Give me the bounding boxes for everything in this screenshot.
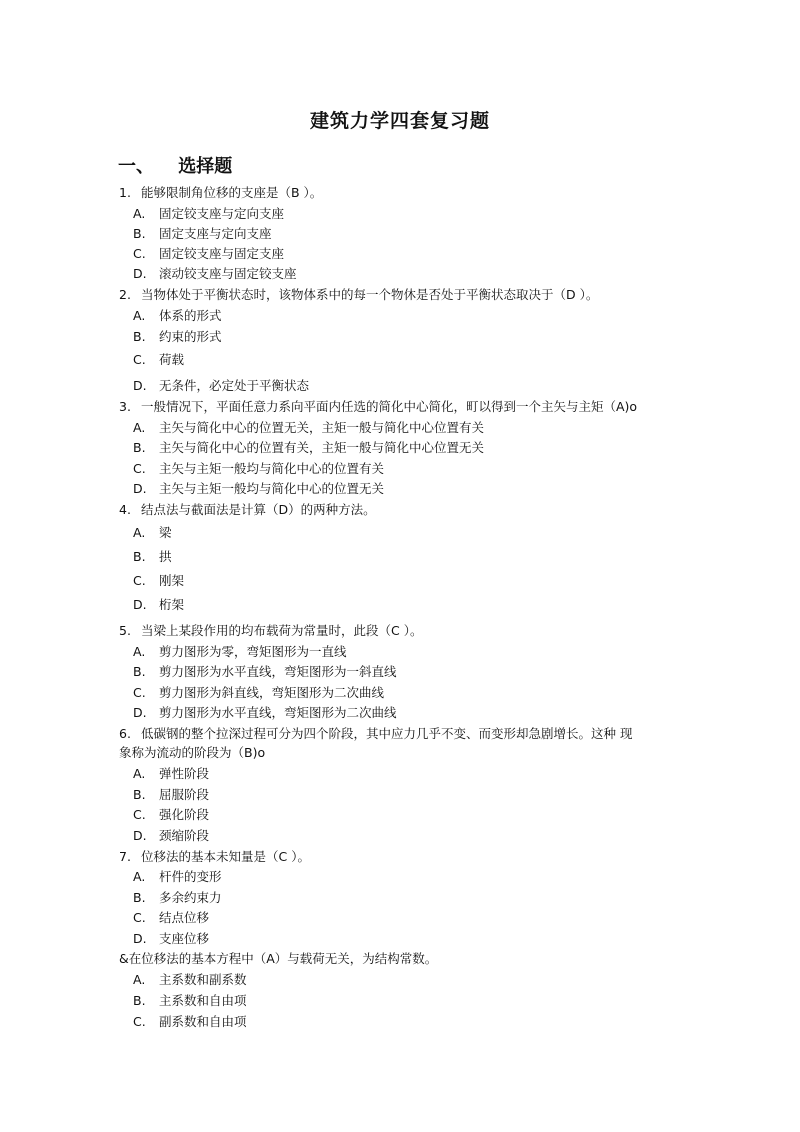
option: D. 滚动铰支座与固定铰支座 [133, 266, 297, 281]
question-text: 位移法的基本未知量是（C ）。 [141, 849, 310, 864]
section-label: 选择题 [178, 156, 233, 177]
section-number: 一、 [118, 156, 154, 177]
option: B. 约束的形式 [133, 329, 222, 344]
question-number: 7. [119, 849, 131, 864]
question-text: 当物体处于平衡状态时，该物体系中的每一个物休是否处于平衡状态取决于（D ）。 [141, 287, 599, 302]
option: C. 固定铰支座与固定支座 [133, 246, 285, 261]
option: A. 弹性阶段 [133, 766, 210, 781]
option: A. 杆件的变形 [133, 869, 222, 884]
option: A. 体系的形式 [133, 308, 222, 323]
option: D. 无条件，必定处于平衡状态 [133, 378, 310, 393]
option: B. 固定支座与定向支座 [133, 226, 272, 241]
option: B. 主矢与简化中心的位置有关，主矩一般与简化中心位置无关 [133, 440, 485, 455]
question-5 [119, 623, 422, 639]
question-7 [119, 849, 310, 865]
option: B. 多余约束力 [133, 890, 222, 905]
question-number: 2. [119, 287, 131, 302]
question-3 [119, 399, 637, 415]
question-number: 5. [119, 623, 131, 638]
option: C. 副系数和自由项 [133, 1014, 247, 1029]
question-text-continued: 象称为流动的阶段为（B)o [119, 745, 266, 760]
question-2 [119, 287, 598, 303]
question-4 [119, 502, 376, 518]
question-number: 6. [119, 726, 131, 741]
option: A. 主矢与简化中心的位置无关，主矩一般与简化中心位置有关 [133, 420, 485, 435]
option: C. 刚架 [133, 573, 185, 588]
page-title: 建筑力学四套复习题 [309, 110, 490, 132]
question-text: 当梁上某段作用的均布载荷为常量时，此段（C ）。 [141, 623, 423, 638]
option: C. 主矢与主矩一般均与简化中心的位置有关 [133, 461, 385, 476]
option: C. 荷载 [133, 352, 185, 367]
option: A. 剪力图形为零，弯矩图形为一直线 [133, 644, 347, 659]
option: D. 桁架 [133, 597, 185, 612]
question-number: 4. [119, 502, 131, 517]
question-1 [119, 185, 322, 201]
question-6 [119, 726, 632, 742]
question-8: &在位移法的基本方程中（A）与载荷无关，为结构常数。 [119, 951, 438, 966]
question-text: 结点法与截面法是计算（D）的两种方法。 [141, 502, 376, 517]
question-text: 一般情况下，平面任意力系向平面内任选的简化中心简化，町以得到一个主矢与主矩（A)o [141, 399, 638, 414]
option: D. 支座位移 [133, 931, 210, 946]
question-number: 3. [119, 399, 131, 414]
option: D. 剪力图形为水平直线，弯矩图形为二次曲线 [133, 705, 397, 720]
option: B. 剪力图形为水平直线，弯矩图形为一斜直线 [133, 664, 397, 679]
option: C. 强化阶段 [133, 807, 210, 822]
option: B. 主系数和自由项 [133, 993, 247, 1008]
section-heading [118, 152, 232, 178]
option: D. 颈缩阶段 [133, 828, 210, 843]
question-number: 1. [119, 185, 131, 200]
question-text: 能够限制角位移的支座是（B ）。 [141, 185, 323, 200]
option: D. 主矢与主矩一般均与简化中心的位置无关 [133, 481, 385, 496]
option: B. 拱 [133, 549, 172, 564]
option: C. 剪力图形为斜直线，弯矩图形为二次曲线 [133, 685, 385, 700]
option: A. 梁 [133, 525, 172, 540]
option: A. 主系数和副系数 [133, 972, 247, 987]
option: C. 结点位移 [133, 910, 210, 925]
option: A. 固定铰支座与定向支座 [133, 206, 285, 221]
question-text: 低碳钢的整个拉深过程可分为四个阶段，其中应力几乎不变、而变形却急剧增长。这种 现 [141, 726, 633, 741]
option: B. 屈服阶段 [133, 787, 210, 802]
